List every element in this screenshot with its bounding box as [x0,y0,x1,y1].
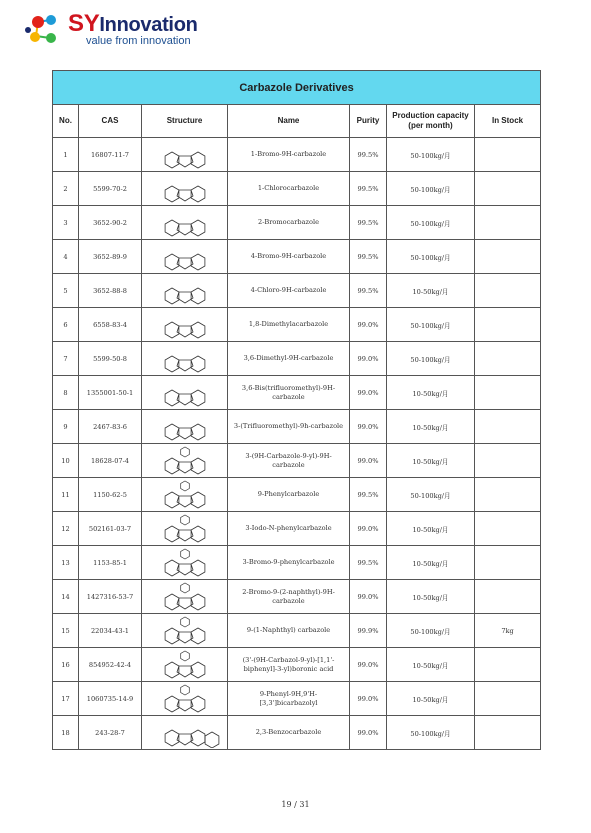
production-capacity: 50-100kg/月 [387,614,475,648]
table-row [53,308,541,342]
purity: 99.0% [350,512,387,546]
purity: 99.5% [350,206,387,240]
purity: 99.5% [350,240,387,274]
production-capacity: 50-100kg/月 [387,172,475,206]
row-number: 16 [53,648,79,682]
cas-number: 1427316-53-7 [79,580,142,614]
cas-number: 502161-03-7 [79,512,142,546]
compound-name: 3-(Trifluoromethyl)-9h-carbazole [228,410,350,444]
cas-number: 22034-43-1 [79,614,142,648]
production-capacity: 50-100kg/月 [387,206,475,240]
compound-name: 4-Chloro-9H-carbazole [228,274,350,308]
in-stock [475,682,541,716]
col-name-header: Name [228,105,350,138]
cas-number: 5599-50-8 [79,342,142,376]
production-capacity: 50-100kg/月 [387,240,475,274]
dimethylcarbazole-structure-icon [142,308,228,342]
compound-name: 2-Bromocarbazole [228,206,350,240]
table-row [53,614,541,648]
compound-name: (3'-(9H-Carbazol-9-yl)-[1,1'-biphenyl]-3-yl)boronic acid [228,648,350,682]
in-stock [475,376,541,410]
production-capacity: 10-50kg/月 [387,410,475,444]
row-number: 2 [53,172,79,206]
table-row [53,206,541,240]
in-stock [475,274,541,308]
production-capacity: 50-100kg/月 [387,308,475,342]
in-stock [475,512,541,546]
cas-number: 3652-88-8 [79,274,142,308]
cas-number: 243-28-7 [79,716,142,750]
cas-number: 3652-90-2 [79,206,142,240]
carbazole-4-chloro-structure-icon [142,274,228,308]
col-no-header: No. [53,105,79,138]
production-capacity: 10-50kg/月 [387,682,475,716]
phenylcarbazole-structure-icon [142,478,228,512]
in-stock [475,648,541,682]
table-row [53,410,541,444]
table-row [53,648,541,682]
logo-brand: SYInnovation [68,10,198,37]
col-capacity-header: Production capacity (per month) [387,105,475,138]
logo-tagline: value from innovation [86,35,191,47]
table-row [53,682,541,716]
compound-name: 1,8-Dimethylacarbazole [228,308,350,342]
company-logo [24,8,204,52]
purity: 99.5% [350,546,387,580]
table-row [53,172,541,206]
carbazole-2-bromo-structure-icon [142,206,228,240]
cas-number: 16807-11-7 [79,138,142,172]
cas-number: 854952-42-4 [79,648,142,682]
in-stock [475,138,541,172]
row-number: 17 [53,682,79,716]
compound-name: 2-Bromo-9-(2-naphthyl)-9H-carbazole [228,580,350,614]
purity: 99.9% [350,614,387,648]
compound-name: 3-(9H-Carbazole-9-yl)-9H-carbazole [228,444,350,478]
purity: 99.0% [350,410,387,444]
bis-cf3-carbazole-structure-icon [142,376,228,410]
molecule-logo-icon [24,12,64,48]
in-stock: 7kg [475,614,541,648]
cas-number: 18628-07-4 [79,444,142,478]
production-capacity: 10-50kg/月 [387,512,475,546]
purity: 99.0% [350,342,387,376]
phenyl-bicarbazolyl-structure-icon [142,682,228,716]
in-stock [475,240,541,274]
table-row [53,580,541,614]
bromo-naphthylcarbazole-structure-icon [142,580,228,614]
table-row [53,716,541,750]
in-stock [475,206,541,240]
production-capacity: 50-100kg/月 [387,478,475,512]
row-number: 8 [53,376,79,410]
row-number: 3 [53,206,79,240]
table-title: Carbazole Derivatives [53,71,541,105]
in-stock [475,308,541,342]
benzocarbazole-structure-icon [142,716,228,750]
bicarbazole-structure-icon [142,444,228,478]
production-capacity: 50-100kg/月 [387,138,475,172]
row-number: 7 [53,342,79,376]
row-number: 12 [53,512,79,546]
row-number: 15 [53,614,79,648]
production-capacity: 10-50kg/月 [387,546,475,580]
table-row [53,512,541,546]
in-stock [475,546,541,580]
table-row [53,138,541,172]
carbazole-4-bromo-structure-icon [142,240,228,274]
row-number: 5 [53,274,79,308]
cas-number: 3652-89-9 [79,240,142,274]
row-number: 13 [53,546,79,580]
compound-name: 1-Chlorocarbazole [228,172,350,206]
purity: 99.5% [350,172,387,206]
row-number: 10 [53,444,79,478]
compound-name: 3-Bromo-9-phenylcarbazole [228,546,350,580]
table-row [53,342,541,376]
cas-number: 1153-85-1 [79,546,142,580]
table-row [53,444,541,478]
in-stock [475,410,541,444]
cas-number: 2467-83-6 [79,410,142,444]
compound-name: 1-Bromo-9H-carbazole [228,138,350,172]
naphthylcarbazole-structure-icon [142,614,228,648]
dimethylcarbazole-3-6-structure-icon [142,342,228,376]
production-capacity: 10-50kg/月 [387,274,475,308]
compound-name: 3-Iodo-N-phenylcarbazole [228,512,350,546]
in-stock [475,478,541,512]
production-capacity: 50-100kg/月 [387,716,475,750]
compound-name: 2,3-Benzocarbazole [228,716,350,750]
row-number: 18 [53,716,79,750]
cas-number: 1150-62-5 [79,478,142,512]
table-row [53,478,541,512]
table-row [53,274,541,308]
in-stock [475,580,541,614]
in-stock [475,172,541,206]
purity: 99.0% [350,580,387,614]
in-stock [475,716,541,750]
compound-name: 9-Phenyl-9H,9'H-[3,3']bicarbazolyl [228,682,350,716]
compound-name: 3,6-Dimethyl-9H-carbazole [228,342,350,376]
col-cas-header: CAS [79,105,142,138]
production-capacity: 10-50kg/月 [387,444,475,478]
purity: 99.5% [350,274,387,308]
iodo-phenylcarbazole-structure-icon [142,512,228,546]
production-capacity: 50-100kg/月 [387,342,475,376]
production-capacity: 10-50kg/月 [387,580,475,614]
row-number: 1 [53,138,79,172]
row-number: 6 [53,308,79,342]
carbazole-1-bromo-structure-icon [142,138,228,172]
bromo-phenylcarbazole-structure-icon [142,546,228,580]
compound-name: 9-(1-Naphthyl) carbazole [228,614,350,648]
row-number: 4 [53,240,79,274]
purity: 99.0% [350,376,387,410]
cas-number: 1355001-50-1 [79,376,142,410]
table-row [53,376,541,410]
row-number: 11 [53,478,79,512]
carbazolyl-biphenyl-boronic-structure-icon [142,648,228,682]
compound-name: 9-Phenylcarbazole [228,478,350,512]
in-stock [475,342,541,376]
in-stock [475,444,541,478]
purity: 99.0% [350,444,387,478]
col-purity-header: Purity [350,105,387,138]
compound-name: 4-Bromo-9H-carbazole [228,240,350,274]
cas-number: 1060735-14-9 [79,682,142,716]
table-row [53,546,541,580]
table-row [53,240,541,274]
row-number: 9 [53,410,79,444]
col-in-stock-header: In Stock [475,105,541,138]
purity: 99.0% [350,648,387,682]
production-capacity: 10-50kg/月 [387,376,475,410]
carbazole-derivatives-table [52,70,541,750]
row-number: 14 [53,580,79,614]
purity: 99.0% [350,308,387,342]
col-structure-header: Structure [142,105,228,138]
compound-name: 3,6-Bis(trifluoromethyl)-9H-carbazole [228,376,350,410]
cf3-carbazole-structure-icon [142,410,228,444]
purity: 99.5% [350,138,387,172]
purity: 99.0% [350,716,387,750]
page-number: 19 / 31 [281,800,310,809]
cas-number: 6558-83-4 [79,308,142,342]
carbazole-1-chloro-structure-icon [142,172,228,206]
cas-number: 5599-70-2 [79,172,142,206]
production-capacity: 10-50kg/月 [387,648,475,682]
purity: 99.0% [350,682,387,716]
purity: 99.5% [350,478,387,512]
